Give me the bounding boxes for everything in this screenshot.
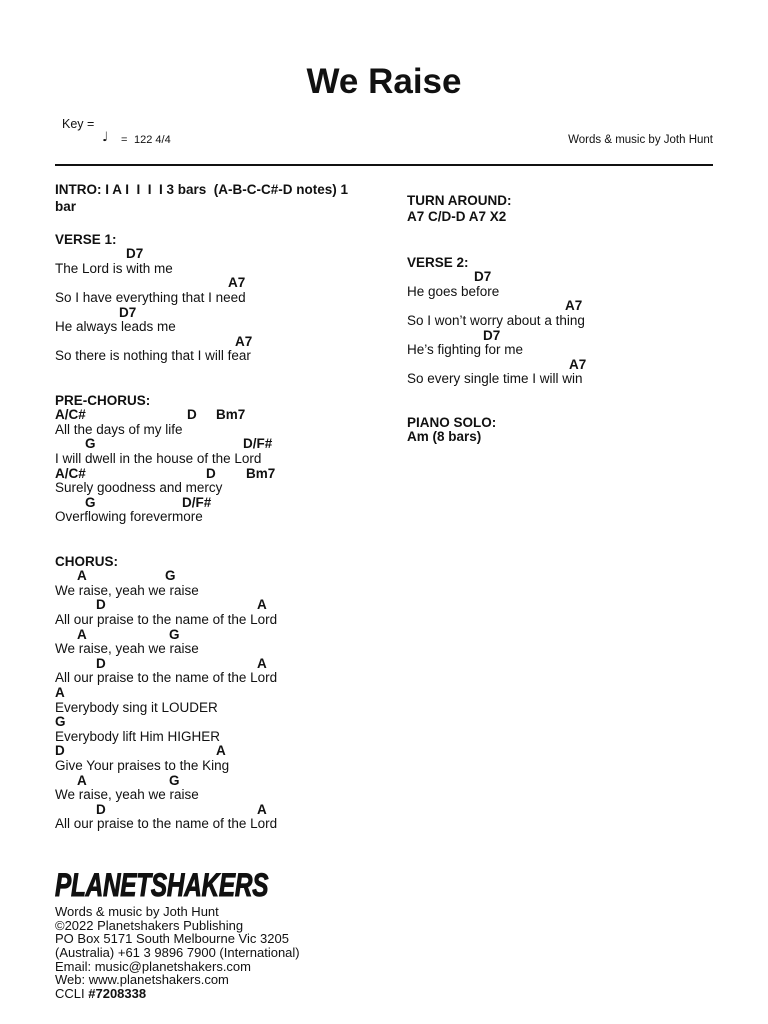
chord: Bm7 <box>216 407 246 423</box>
chord: A <box>257 597 267 613</box>
chord: D <box>96 655 106 671</box>
chord: D <box>96 801 106 817</box>
chord: A <box>77 772 87 788</box>
tempo-equals: = <box>121 134 128 146</box>
lyric-line: Everybody sing it LOUDER <box>55 699 218 715</box>
chord-line <box>55 774 375 789</box>
lyric-line: We raise, yeah we raise <box>55 582 199 598</box>
chord: A/C# <box>55 407 86 423</box>
chord: D7 <box>126 246 144 262</box>
piano-solo-section <box>407 416 707 445</box>
chord: A7 <box>565 298 583 314</box>
footer-copyright: ©2022 Planetshakers Publishing <box>55 917 244 933</box>
footer-email: Email: music@planetshakers.com <box>55 958 251 974</box>
chord-line <box>55 467 375 482</box>
planetshakers-logo: PLANETSHAKERS <box>55 867 269 903</box>
lyric-line: Overflowing forevermore <box>55 509 203 525</box>
footer-credits <box>55 905 300 1000</box>
chord: G <box>55 714 66 730</box>
turn-around-section <box>407 193 512 225</box>
lyric-line: We raise, yeah we raise <box>55 641 199 657</box>
chord-line <box>55 744 375 759</box>
chord: G <box>169 772 180 788</box>
lyric-line: I will dwell in the house of the Lord <box>55 451 262 467</box>
chord: A <box>77 626 87 642</box>
chord: A/C# <box>55 465 86 481</box>
lyric-line: He goes before <box>407 283 500 299</box>
chord-line <box>407 358 707 373</box>
turn-around-chords: A7 C/D-D A7 X2 <box>407 209 507 224</box>
chord: D/F# <box>182 494 212 510</box>
chord: A <box>257 801 267 817</box>
chord-line <box>55 598 375 613</box>
lyric-line: So I have everything that I need <box>55 290 246 306</box>
section-heading: VERSE 1: <box>55 231 117 247</box>
section-heading: PIANO SOLO: <box>407 414 497 430</box>
verse-1-section <box>55 233 375 364</box>
chord-line <box>55 306 375 321</box>
footer-address: PO Box 5171 South Melbourne Vic 3205 <box>55 931 289 947</box>
ccli-label: CCLI <box>55 985 85 1001</box>
song-title: We Raise <box>306 62 462 101</box>
chord: G <box>85 436 96 452</box>
lyric-line: He always leads me <box>55 319 176 335</box>
chord-line <box>55 686 375 701</box>
chord-line <box>55 496 375 511</box>
header-divider <box>55 164 713 166</box>
chorus-section <box>55 555 375 832</box>
chord-line <box>55 803 375 818</box>
lyric-line: So I won’t worry about a thing <box>407 313 585 329</box>
chord-line <box>55 408 375 423</box>
chord-line <box>407 270 707 285</box>
chord: D <box>55 743 65 759</box>
lyric-line: Surely goodness and mercy <box>55 480 223 496</box>
chord: D7 <box>474 269 492 285</box>
chord: A <box>77 568 87 584</box>
pre-chorus-section <box>55 394 375 525</box>
chord-line <box>407 329 707 344</box>
lyric-line: All our praise to the name of the Lord <box>55 612 278 628</box>
chord: Bm7 <box>246 465 276 481</box>
chord-line <box>407 299 707 314</box>
verse-2-section <box>407 256 707 387</box>
intro-line: INTRO: I A I I I I 3 bars (A-B-C-C#-D notes) 1 bar <box>55 181 352 214</box>
lyric-line: So every single time I will win <box>407 371 583 387</box>
footer-ccli <box>55 987 300 1001</box>
chord: A <box>55 685 65 701</box>
header-credit: Words & music by Joth Hunt <box>568 134 713 146</box>
chord: A <box>216 743 226 759</box>
footer-credit-line: Words & music by Joth Hunt <box>55 904 219 920</box>
chord: D/F# <box>243 436 273 452</box>
section-heading: PRE-CHORUS: <box>55 392 151 408</box>
chord-line <box>55 628 375 643</box>
chord: D <box>206 465 216 481</box>
lyric-line: He’s fighting for me <box>407 342 524 358</box>
ccli-number: #7208338 <box>88 985 147 1001</box>
lyric-line: The Lord is with me <box>55 260 173 276</box>
chord: A7 <box>235 333 253 349</box>
footer-phone: (Australia) +61 3 9896 7900 (International) <box>55 945 300 961</box>
lyric-line: So there is nothing that I will fear <box>55 348 251 364</box>
key-label: Key = <box>62 117 95 131</box>
chord-line <box>55 715 375 730</box>
chord: A <box>257 655 267 671</box>
chord: D <box>96 597 106 613</box>
section-heading: VERSE 2: <box>407 254 469 270</box>
lyric-line: Everybody lift Him HIGHER <box>55 728 221 744</box>
chord: D7 <box>483 327 501 343</box>
chord: D7 <box>119 304 137 320</box>
footer-web: Web: www.planetshakers.com <box>55 972 229 988</box>
section-heading: TURN AROUND: <box>407 193 512 208</box>
chord-line <box>55 335 375 350</box>
lyric-line: All the days of my life <box>55 421 183 437</box>
chord: G <box>85 494 96 510</box>
tempo-value: 122 4/4 <box>134 134 171 146</box>
lyric-line: We raise, yeah we raise <box>55 787 199 803</box>
chord-line <box>55 569 375 584</box>
quarter-note-icon: ♩ <box>102 130 109 145</box>
chord-line <box>55 276 375 291</box>
chord: A7 <box>228 275 246 291</box>
chord-line <box>55 657 375 672</box>
chord-line <box>55 247 375 262</box>
chord: G <box>169 626 180 642</box>
chord-line <box>55 437 375 452</box>
chord: G <box>165 568 176 584</box>
lyric-line: All our praise to the name of the Lord <box>55 670 278 686</box>
section-heading: CHORUS: <box>55 553 118 569</box>
chord: A7 <box>569 356 587 372</box>
piano-solo-chords: Am (8 bars) <box>407 429 482 445</box>
chord: D <box>187 407 197 423</box>
lyric-line: Give Your praises to the King <box>55 758 230 773</box>
lyric-line: All our praise to the name of the Lord <box>55 816 278 832</box>
